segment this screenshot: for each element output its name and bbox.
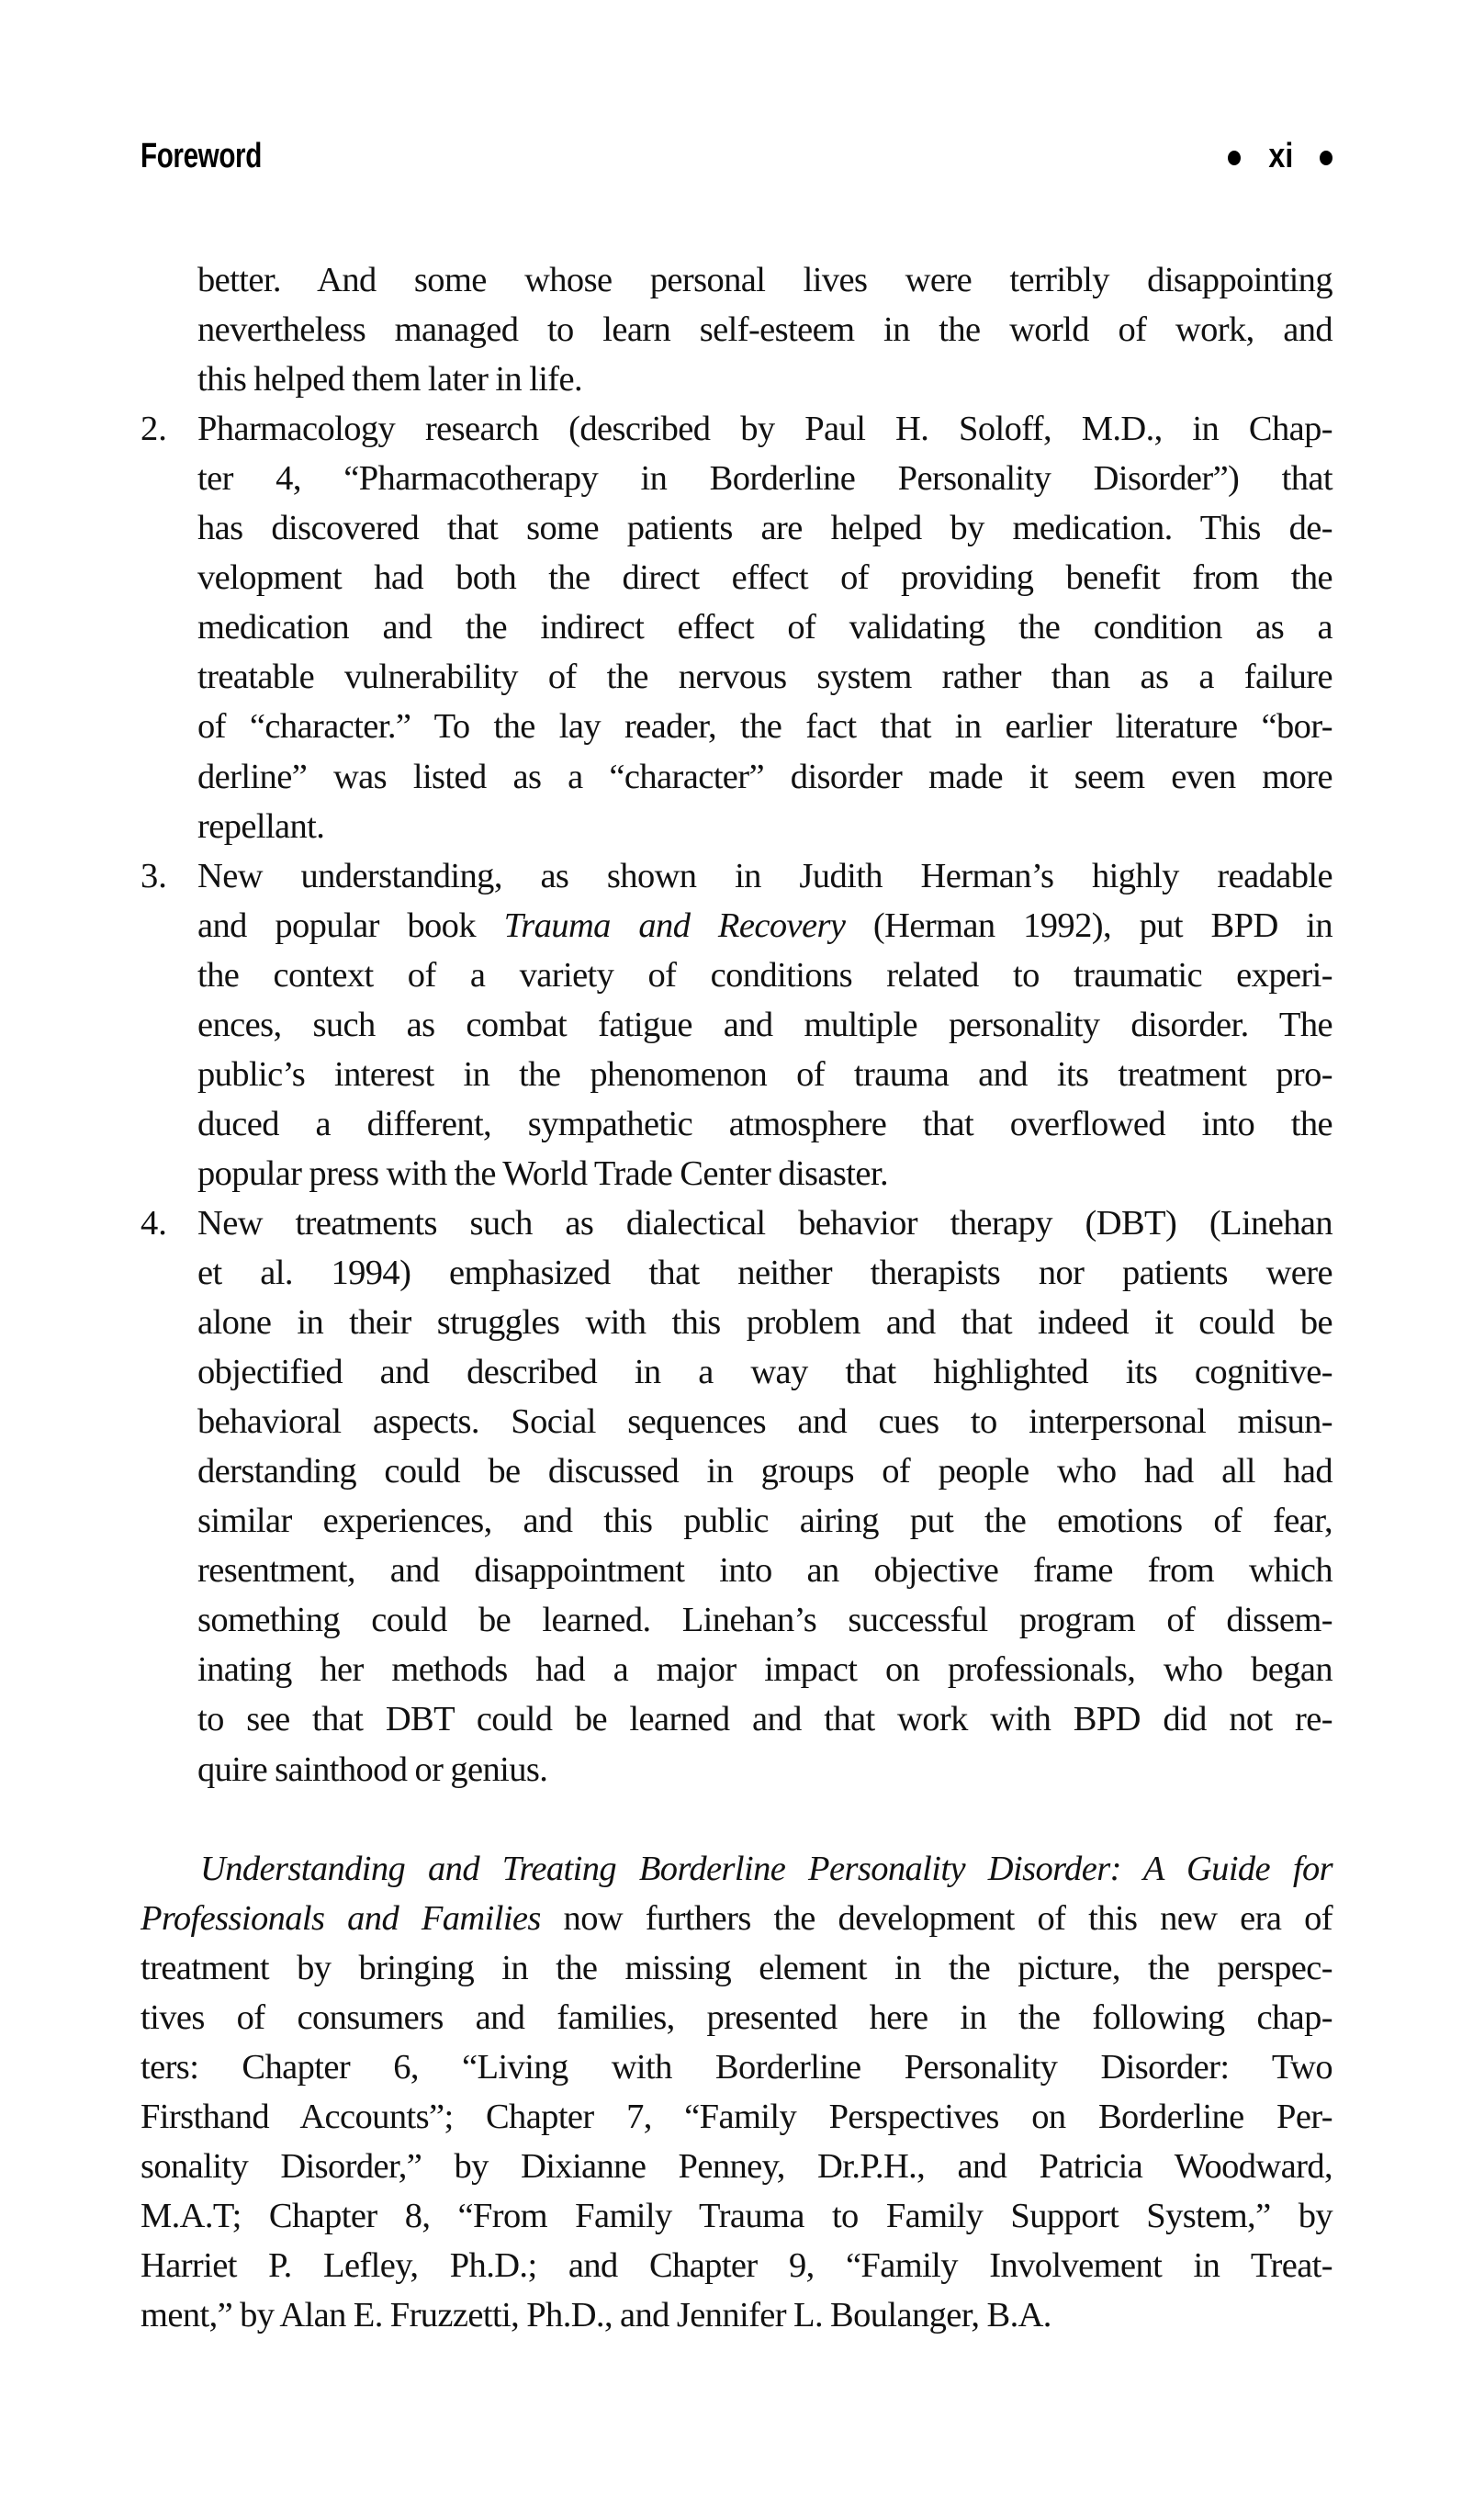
text-line: behavioral aspects. Social sequences and cues to interpersonal misun- xyxy=(197,1402,1332,1442)
italic-title: Professionals and Families xyxy=(141,1898,541,1938)
page-number xyxy=(1228,136,1332,176)
text-line: better. And some whose personal lives were terribly disappointing xyxy=(197,261,1332,299)
page-number-value: xi xyxy=(1268,137,1294,175)
list-item-number: 4. xyxy=(141,1203,167,1243)
text-line: repellant. xyxy=(197,806,325,846)
text-line: to see that DBT could be learned and that work with BPD did not re- xyxy=(197,1700,1332,1739)
text-line: something could be learned. Linehan’s successful program of dissem- xyxy=(197,1601,1332,1640)
list-item-number: 3. xyxy=(141,856,167,895)
text-line: duced a different, sympathetic atmosphere that overflowed into the xyxy=(197,1104,1332,1143)
text-line xyxy=(200,1844,1332,1894)
text-line: derstanding could be discussed in groups of people who had all had xyxy=(197,1452,1332,1491)
text-line: sonality Disorder,” by Dixianne Penney, Dr.P.H., and Patricia Woodward, xyxy=(141,2146,1332,2186)
text-line: ters: Chapter 6, “Living with Borderline Personality Disorder: Two xyxy=(141,2047,1332,2087)
running-head xyxy=(141,136,1332,176)
bullet-icon xyxy=(1320,151,1332,165)
text-line: New understanding, as shown in Judith Herman’s highly readable xyxy=(197,856,1332,895)
italic-title: Trauma and Recovery xyxy=(503,906,846,945)
text-line: resentment, and disappointment into an objective frame from which xyxy=(197,1551,1332,1591)
bullet-icon xyxy=(1228,151,1241,165)
italic-title: Understanding and Treating Borderline Personality Disorder: A Guide for xyxy=(200,1849,1332,1888)
text-line: medication and the indirect effect of validating the condition as a xyxy=(197,608,1332,647)
text-segment: (Herman 1992), put BPD in xyxy=(845,906,1332,945)
text-line: Pharmacology research (described by Paul H. Soloff, M.D., in Chap- xyxy=(197,410,1332,449)
text-line: ment,” by Alan E. Fruzzetti, Ph.D., and Jennifer L. Boulanger, B.A. xyxy=(141,2296,1051,2335)
text-line: the context of a variety of conditions related to traumatic experi- xyxy=(197,955,1332,995)
text-line: public’s interest in the phenomenon of trauma and its treatment pro- xyxy=(197,1054,1332,1094)
text-line: of “character.” To the lay reader, the fact that in earlier literature “bor- xyxy=(197,707,1332,747)
text-line: similar experiences, and this public airing put the emotions of fear, xyxy=(197,1502,1332,1541)
text-segment: now furthers the development of this new era of xyxy=(540,1898,1332,1938)
text-line: New treatments such as dialectical behavior therapy (DBT) (Linehan xyxy=(197,1203,1332,1243)
text-line: velopment had both the direct effect of providing benefit from the xyxy=(197,558,1332,598)
text-line: et al. 1994) emphasized that neither therapists nor patients were xyxy=(197,1254,1332,1292)
text-segment: and popular book xyxy=(197,906,504,945)
text-line xyxy=(197,901,1332,951)
text-line: treatable vulnerability of the nervous system rather than as a failure xyxy=(197,658,1332,697)
text-line: has discovered that some patients are helped by medication. This de- xyxy=(197,509,1332,548)
list-item-number: 2. xyxy=(141,410,167,449)
text-line: ter 4, “Pharmacotherapy in Borderline Personality Disorder”) that xyxy=(197,459,1332,499)
text-line: derline” was listed as a “character” disorder made it seem even more xyxy=(197,757,1332,796)
text-line: Firsthand Accounts”; Chapter 7, “Family Perspectives on Borderline Per- xyxy=(141,2097,1332,2136)
text-line: Harriet P. Lefley, Ph.D.; and Chapter 9, “Family Involvement in Treat- xyxy=(141,2246,1332,2285)
text-line: inating her methods had a major impact on professionals, who began xyxy=(197,1650,1332,1690)
text-line: alone in their struggles with this problem and that indeed it could be xyxy=(197,1303,1332,1343)
text-line: this helped them later in life. xyxy=(197,360,583,399)
text-line: treatment by bringing in the missing element in the picture, the perspec- xyxy=(141,1948,1332,1987)
running-head-title: Foreword xyxy=(141,137,262,175)
text-line xyxy=(141,1894,1332,1943)
text-line: quire sainthood or genius. xyxy=(197,1749,548,1789)
text-line: popular press with the World Trade Center disaster. xyxy=(197,1153,889,1193)
text-line: nevertheless managed to learn self-esteem in the world of work, and xyxy=(197,310,1332,350)
text-line: tives of consumers and families, presented here in the following chap- xyxy=(141,1997,1332,2037)
text-line: M.A.T; Chapter 8, “From Family Trauma to Family Support System,” by xyxy=(141,2196,1332,2235)
text-line: ences, such as combat fatigue and multiple personality disorder. The xyxy=(197,1005,1332,1044)
text-line: objectified and described in a way that highlighted its cognitive- xyxy=(197,1353,1332,1392)
